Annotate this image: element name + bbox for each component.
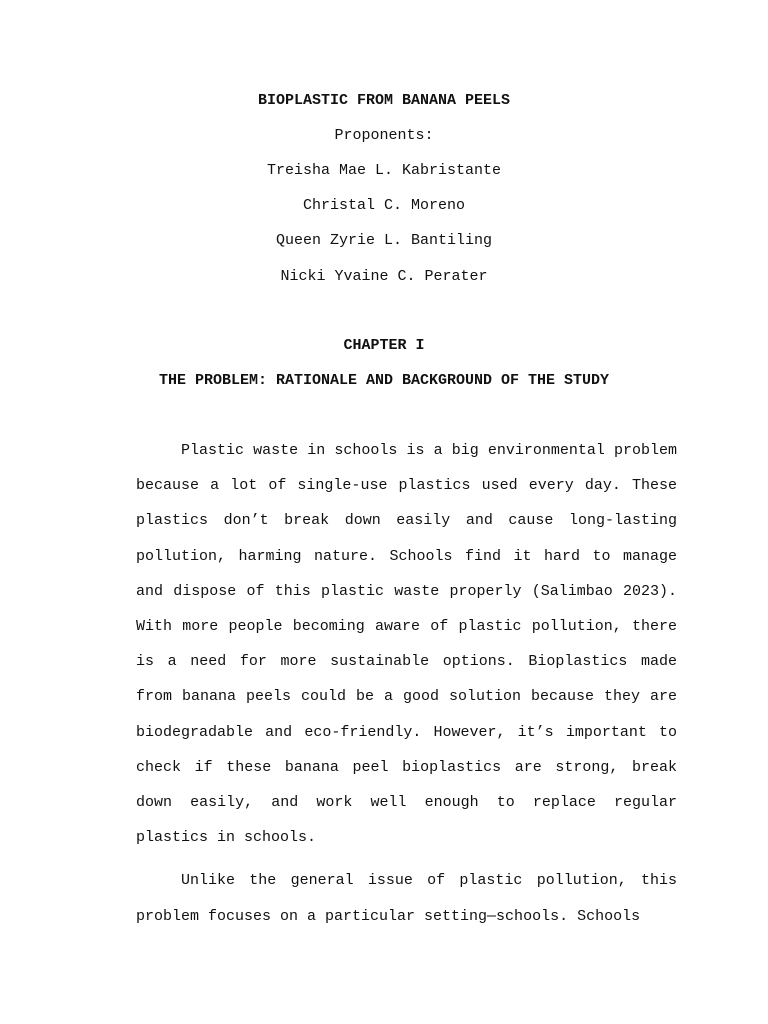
paragraph: Plastic waste in schools is a big environmental problem because a lot of single-use plastics used every day. These plastics don’t break down easily and cause long-lasting pollution, harming nature. Schools find it hard to manage and dispose of this plastic waste properly (Salimbao 2023). With more people becoming aware of plastic pollution, there is a need for more sustainable options. Bioplastics made from banana peels could be a good solution because they are biodegradable and eco-friendly. However, it’s important to check if these banana peel bioplastics are strong, break down easily, and work well enough to replace regular plastics in schools.	[136, 442, 677, 847]
chapter-heading: CHAPTER I	[343, 337, 425, 354]
paragraph: Unlike the general issue of plastic pollution, this problem focuses on a particular setting—schools. Schools	[136, 872, 677, 925]
document-title: BIOPLASTIC FROM BANANA PEELS	[257, 92, 511, 109]
body-text	[136, 433, 677, 934]
proponents-label: Proponents:	[334, 127, 434, 144]
chapter-title: THE PROBLEM: RATIONALE AND BACKGROUND OF THE STUDY	[158, 372, 610, 389]
proponent-name: Christal C. Moreno	[302, 197, 466, 214]
proponent-name: Treisha Mae L. Kabristante	[266, 162, 502, 179]
proponent-name: Queen Zyrie L. Bantiling	[275, 232, 493, 249]
proponent-name: Nicki Yvaine C. Perater	[280, 268, 488, 285]
